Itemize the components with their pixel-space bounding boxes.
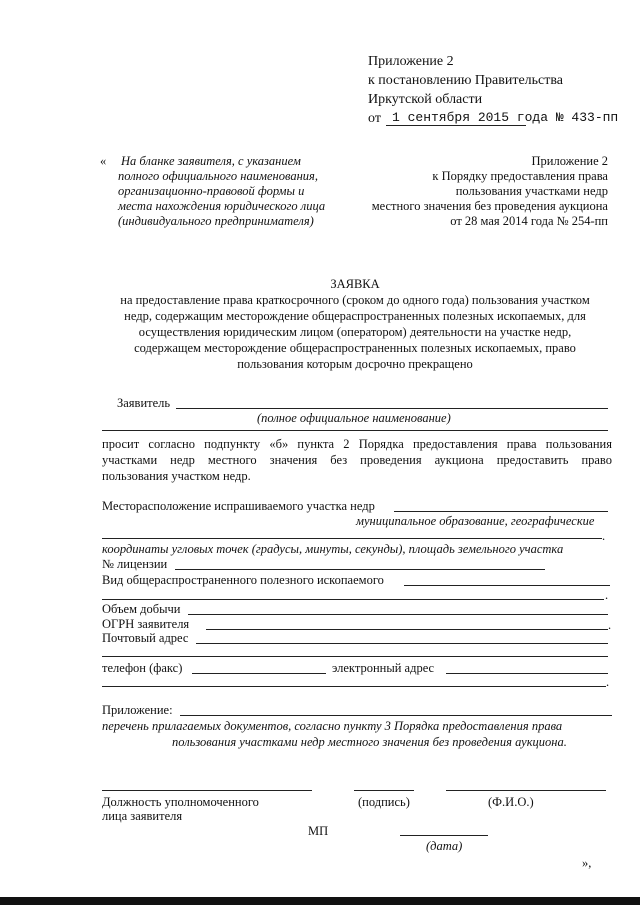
ogrn-field[interactable] <box>206 629 608 630</box>
note-line-5: (индивидуального предпринимателя) <box>118 214 314 228</box>
mineral-label: Вид общераспространенного полезного ископаемого <box>102 573 384 587</box>
name-hint: (Ф.И.О.) <box>488 795 534 809</box>
header-region: Иркутской области <box>368 92 483 107</box>
appendix-hint-2: пользования участками недр местного значения без проведения аукциона. <box>172 735 567 749</box>
applicant-field-line-2[interactable] <box>102 430 608 431</box>
phone-field[interactable] <box>192 673 326 674</box>
license-label: № лицензии <box>102 557 168 571</box>
closing-quote: », <box>582 856 592 870</box>
header-date-prefix: от <box>368 111 381 126</box>
location-period: . <box>602 529 606 543</box>
sign-hint: (подпись) <box>358 795 410 809</box>
mineral-field-line-2[interactable] <box>102 599 604 600</box>
annex-line-2: к Порядку предоставления права <box>432 169 608 183</box>
signature-line[interactable] <box>354 790 414 791</box>
address-field-line-2[interactable] <box>102 656 608 657</box>
header-annex-title: Приложение 2 <box>368 54 454 69</box>
appendix-hint-1: перечень прилагаемых документов, согласно пункту 3 Порядка предоставления права <box>102 719 563 733</box>
title-line-1: на предоставление права краткосрочного (сроком до одного года) пользования участком <box>120 293 590 307</box>
appendix-label: Приложение: <box>102 703 173 717</box>
position-signature-line[interactable] <box>102 790 312 791</box>
name-signature-line[interactable] <box>446 790 606 791</box>
header-date-value: 1 сентября 2015 года № 433-пп <box>392 110 619 125</box>
annex-line-3: пользования участками недр <box>455 184 608 198</box>
note-quote-open: « <box>100 154 107 168</box>
phone-label: телефон (факс) <box>102 661 183 675</box>
title-line-3: осуществления юридическим лицом (оператором) деятельности на участке недр, <box>138 325 572 339</box>
location-hint-1: муниципальное образование, географические <box>356 514 595 528</box>
mineral-field[interactable] <box>404 585 610 586</box>
request-line-1: просит согласно подпункту «б» пункта 2 Порядка предоставления права пользования <box>102 437 612 451</box>
applicant-hint: (полное официальное наименование) <box>257 411 451 425</box>
date-line[interactable] <box>400 835 488 836</box>
date-hint: (дата) <box>426 839 463 853</box>
email-field[interactable] <box>446 673 608 674</box>
note-line-3: организационно-правовой формы и <box>118 184 305 198</box>
applicant-label: Заявитель <box>117 396 171 410</box>
address-label: Почтовый адрес <box>102 631 189 645</box>
header-date-underline <box>386 125 526 126</box>
request-line-2: участками недр местного значения без проведения аукциона предоставить право <box>102 453 612 467</box>
contact-field-line-2[interactable] <box>102 686 606 687</box>
note-line-2: полного официального наименования, <box>118 169 318 183</box>
request-line-3: пользования участком недр. <box>102 469 251 483</box>
appendix-field[interactable] <box>180 715 612 716</box>
ogrn-label: ОГРН заявителя <box>102 617 190 631</box>
mineral-period: . <box>605 588 609 602</box>
position-label-2: лица заявителя <box>102 809 183 823</box>
header-resolution: к постановлению Правительства <box>368 73 564 88</box>
title-line-4: содержащем месторождение общераспространенных полезных ископаемых, право <box>134 341 576 355</box>
annex-line-4: местного значения без проведения аукциона <box>371 199 608 213</box>
volume-field[interactable] <box>188 614 608 615</box>
volume-label: Объем добычи <box>102 602 181 616</box>
email-label: электронный адрес <box>332 661 435 675</box>
applicant-field[interactable] <box>176 408 608 409</box>
title-line-5: пользования которым досрочно прекращено <box>237 357 473 371</box>
location-field[interactable] <box>394 511 608 512</box>
stamp-label: МП <box>308 824 329 838</box>
ogrn-period: . <box>608 618 612 632</box>
contact-period: . <box>606 675 610 689</box>
title-heading: ЗАЯВКА <box>330 277 380 291</box>
license-field[interactable] <box>175 569 545 570</box>
title-line-2: недр, содержащим месторождение общераспространенных полезных ископаемых, для <box>124 309 586 323</box>
note-line-4: места нахождения юридического лица <box>118 199 326 213</box>
annex-line-1: Приложение 2 <box>531 154 608 168</box>
location-field-line-2[interactable] <box>102 538 602 539</box>
location-label: Месторасположение испрашиваемого участка недр <box>102 499 375 513</box>
scan-border <box>0 897 640 905</box>
annex-line-5: от 28 мая 2014 года № 254-пп <box>450 214 608 228</box>
location-hint-2: координаты угловых точек (градусы, минуты, секунды), площадь земельного участка <box>102 542 564 556</box>
address-field[interactable] <box>196 643 608 644</box>
position-label-1: Должность уполномоченного <box>102 795 259 809</box>
note-line-1: На бланке заявителя, с указанием <box>121 154 301 168</box>
